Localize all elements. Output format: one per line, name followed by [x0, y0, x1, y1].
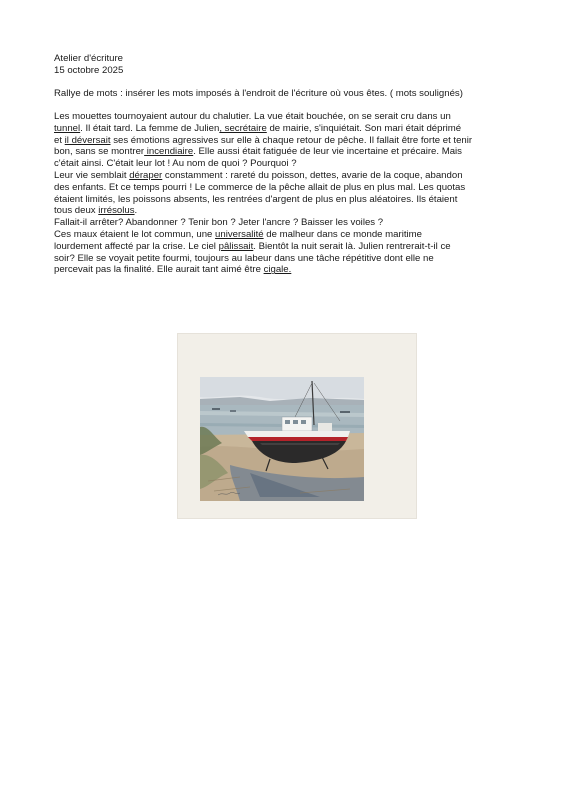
underlined-word: , secrétaire	[219, 122, 267, 134]
text-segment: Leur vie semblait	[54, 169, 130, 181]
story-text	[54, 111, 524, 276]
text-line	[54, 146, 524, 158]
underlined-word: déraper	[129, 169, 163, 181]
text-segment: . Bientôt la nuit serait là. Julien rentrerait-t-il ce	[253, 240, 451, 252]
workshop-title: Atelier d'écriture	[54, 53, 124, 64]
text-line	[54, 241, 524, 253]
text-line	[54, 253, 524, 265]
text-segment: ses émotions agressives sur elle à chaque retour de pêche. Il fallait être forte et tenir	[110, 134, 473, 146]
text-line	[54, 194, 524, 206]
underlined-word: tunnel	[54, 122, 81, 134]
underlined-word: universalité	[215, 228, 264, 240]
text-segment: de mairie, s'inquiétait. Son mari était déprimé	[266, 122, 462, 134]
text-line	[54, 170, 524, 182]
document-header	[54, 53, 123, 77]
text-line	[54, 229, 524, 241]
text-segment: de malheur dans ce monde maritime	[263, 228, 422, 240]
instructions-line: Rallye de mots : insérer les mots imposés à l'endroit de l'écriture où vous êtes. ( mots soulignés)	[54, 88, 463, 99]
text-line	[54, 135, 524, 147]
text-segment: Ces maux étaient le lot commun, une	[54, 228, 216, 240]
text-segment: .	[134, 205, 138, 217]
text-segment: Les mouettes tournoyaient autour du chalutier. La vue était bouchée, on se serait cru dans un	[54, 111, 451, 122]
text-line	[54, 264, 524, 276]
text-segment: des enfants. Et ce temps pourri ! Le commerce de la pêche allait de plus en plus mal. Les quotas	[54, 181, 466, 193]
text-segment: tous deux	[54, 205, 99, 217]
underlined-word: cigale.	[263, 264, 292, 276]
underlined-word: il déversait	[64, 134, 111, 146]
text-line	[54, 182, 524, 194]
text-segment: bon, sans se montrer	[54, 146, 145, 158]
underlined-word: pâlissait	[218, 240, 254, 252]
text-segment: et	[54, 134, 65, 146]
text-line	[54, 111, 524, 123]
boat-watercolor-painting	[200, 377, 364, 501]
text-line	[54, 205, 524, 217]
text-line	[54, 217, 524, 229]
text-line	[54, 123, 524, 135]
document-date: 15 octobre 2025	[54, 65, 124, 76]
underlined-word: irrésolus	[98, 205, 135, 217]
text-segment: constamment : rareté du poisson, dettes, avarie de la coque, abandon	[162, 169, 463, 181]
text-segment: lourdement affecté par la crise. Le ciel	[54, 240, 219, 252]
text-segment: . Il était tard. La femme de Julien	[80, 122, 220, 134]
text-line	[54, 158, 524, 170]
text-segment: percevait pas la finalité. Elle aurait tant aimé être	[54, 264, 264, 276]
text-segment: Fallait-il arrêter? Abandonner ? Tenir bon ? Jeter l'ancre ? Baisser les voiles ?	[54, 217, 384, 229]
underlined-word: incendiaire	[144, 146, 194, 158]
text-segment: . Elle aussi était fatiguée de leur vie incertaine et précaire. Mais	[193, 146, 462, 158]
text-segment: soir? Elle se voyait petite fourmi, toujours au labeur dans une tâche répétitive dont elle ne	[54, 252, 434, 264]
text-segment: étaient limités, les poissons absents, les rentrées d'argent de plus en plus aléatoires. Ils étaient	[54, 193, 458, 205]
text-segment: c'était ainsi. C'était leur lot ! Au nom de quoi ? Pourquoi ?	[54, 158, 297, 170]
